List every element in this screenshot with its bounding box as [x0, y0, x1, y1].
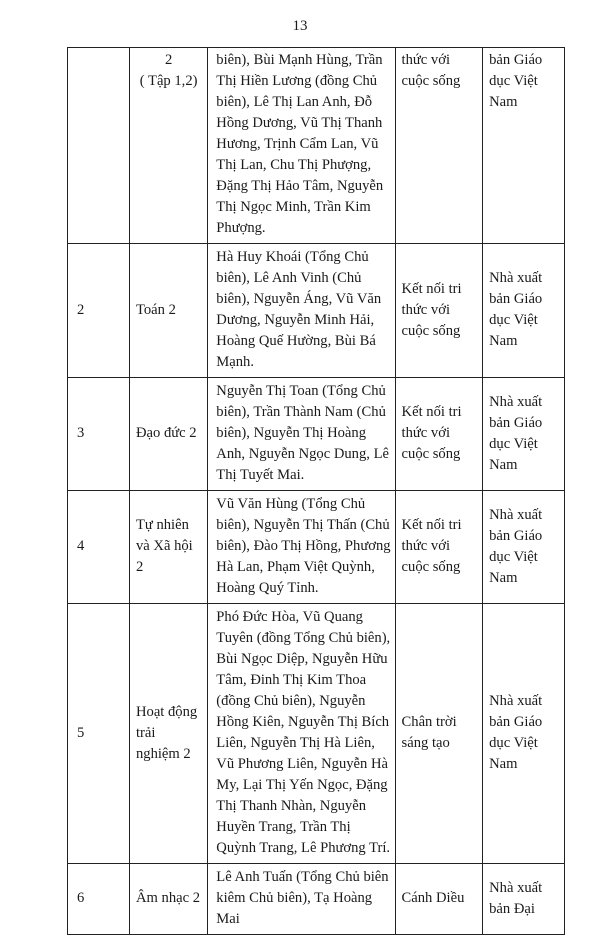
- table-row: [68, 604, 565, 864]
- textbook-table: [67, 47, 565, 935]
- table-row: [68, 491, 565, 604]
- book-title: Toán 2: [129, 244, 207, 378]
- book-authors: Phó Đức Hòa, Vũ Quang Tuyên (đồng Tổng Chủ biên), Bùi Ngọc Diệp, Nguyễn Hữu Tâm, Đinh Thị Kim Thoa (đồng Chủ biên), Nguyễn Hồng Kiên, Nguyễn Thị Bích Liên, Nguyễn Thị Hà Liên, Vũ Phương Liên, Nguyễn Hà My, Lại Thị Yến Ngọc, Đặng Thị Thanh Nhàn, Nguyễn Huyền Trang, Trần Thị Quỳnh Trang, Lê Phương Trí.: [208, 604, 395, 864]
- row-number: 4: [68, 491, 130, 604]
- row-number: 2: [68, 244, 130, 378]
- book-publisher: Nhà xuất bản Đại: [483, 864, 565, 935]
- table-row: [68, 864, 565, 935]
- book-authors: Hà Huy Khoái (Tổng Chủ biên), Lê Anh Vinh (Chủ biên), Nguyễn Áng, Vũ Văn Dương, Nguyễn Minh Hải, Hoàng Quế Hường, Bùi Bá Mạnh.: [208, 244, 395, 378]
- book-title: Đạo đức 2: [129, 378, 207, 491]
- book-title: 2 ( Tập 1,2): [129, 48, 207, 244]
- row-number: [68, 48, 130, 244]
- row-number: 3: [68, 378, 130, 491]
- book-publisher: Nhà xuất bản Giáo dục Việt Nam: [483, 604, 565, 864]
- book-publisher: Nhà xuất bản Giáo dục Việt Nam: [483, 378, 565, 491]
- book-title: Tự nhiên và Xã hội 2: [129, 491, 207, 604]
- book-series: Cánh Diều: [395, 864, 483, 935]
- red-stamp-mark: [588, 375, 600, 465]
- page-number: 13: [292, 18, 308, 34]
- book-publisher: Nhà xuất bản Giáo dục Việt Nam: [483, 244, 565, 378]
- row-number: 5: [68, 604, 130, 864]
- book-title: Hoạt động trải nghiệm 2: [129, 604, 207, 864]
- book-authors: Nguyễn Thị Toan (Tổng Chủ biên), Trần Thành Nam (Chủ biên), Nguyễn Thị Hoàng Anh, Nguyễn Ngọc Dung, Lê Thị Tuyết Mai.: [208, 378, 395, 491]
- book-authors: Lê Anh Tuấn (Tổng Chủ biên kiêm Chủ biên), Tạ Hoàng Mai: [208, 864, 395, 935]
- table-row: [68, 244, 565, 378]
- table-row: [68, 378, 565, 491]
- book-series: Kết nối tri thức với cuộc sống: [395, 378, 483, 491]
- book-series: Kết nối tri thức với cuộc sống: [395, 491, 483, 604]
- book-title: Âm nhạc 2: [129, 864, 207, 935]
- book-series: thức với cuộc sống: [395, 48, 483, 244]
- book-authors: biên), Bùi Mạnh Hùng, Trần Thị Hiền Lương (đồng Chủ biên), Lê Thị Lan Anh, Đỗ Hồng Dương, Vũ Thị Thanh Hương, Trịnh Cẩm Lan, Vũ Thị Lan, Chu Thị Phượng, Đặng Thị Hảo Tâm, Nguyễn Thị Ngọc Minh, Trần Kim Phượng.: [208, 48, 395, 244]
- book-authors: Vũ Văn Hùng (Tổng Chủ biên), Nguyễn Thị Thấn (Chủ biên), Đào Thị Hồng, Phương Hà Lan, Phạm Việt Quỳnh, Hoàng Quý Tỉnh.: [208, 491, 395, 604]
- table-row: [68, 48, 565, 244]
- book-series: Kết nối tri thức với cuộc sống: [395, 244, 483, 378]
- book-series: Chân trời sáng tạo: [395, 604, 483, 864]
- book-publisher: bản Giáo dục Việt Nam: [483, 48, 565, 244]
- row-number: 6: [68, 864, 130, 935]
- book-publisher: Nhà xuất bản Giáo dục Việt Nam: [483, 491, 565, 604]
